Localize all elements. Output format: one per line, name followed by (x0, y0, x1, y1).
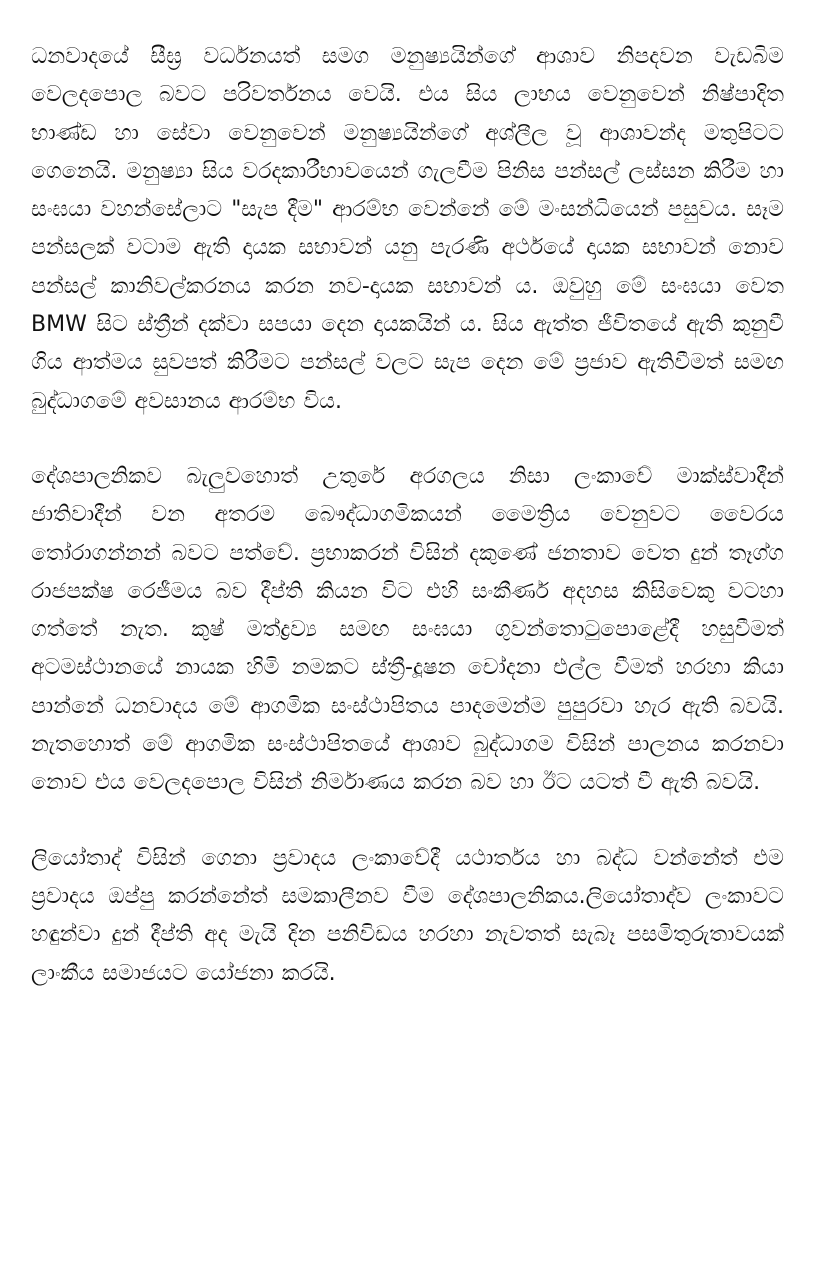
paragraph-1: ධනවාදයේ සීඝ්‍ර වර්ධනයත් සමග මනුෂ්‍යයින්ගේ ආශාව නිපදවන වැඩබිම වෙලදපොල බවට පරිවර්තනය වෙයි. එය සිය ලාභය වෙනුවෙන් නිෂ්පාදිත භාණ්ඩ හා සේවා වෙනුවෙන් මනුෂ්‍යයින්ගේ අශ්ලීල වූ ආශාවන්ද මතුපිටට ගෙනෙයි. මනුෂ්‍යා සිය වරදකාරීභාවයෙන් ගැලවීම පිනිස පන්සල් ලස්සන කිරීම හා සංඝයා වහන්සේලාට "සැප දීම" ආරම්භ වෙන්නේ මේ මංසන්ධියෙන් පසුවය. සෑම පන්සලක් වටාම ඇති දායක සභාවන් යනු පැරණි අර්ථයේ දායක සභාවන් නොව පන්සල් කානිවල්කරනය කරන නව-දායක සභාවන් ය. ඔවුහු මේ සංඝයා වෙත BMW සිට ස්ත්‍රීන් දක්වා සපයා දෙන දායකයින් ය. සිය ඇත්ත ජීවිතයේ ඇති කුනුවී ගිය ආත්මය සුවපත් කිරීමට පන්සල් වලට සැප දෙන මේ ප්‍රජාව ඇතිවීමත් සමඟ බුද්ධාගමේ අවසානය ආරම්භ විය. (31, 44, 784, 414)
paragraph-3: ලියෝතාද් විසින් ගෙනා ප්‍රවාදය ලංකාවේදී යථාර්තය හා බද්ධ වන්නේත් එම ප්‍රවාදය ඔප්පු කරන්නේත් සමකාලීනව වීම දේශපාලනිකය.ලියෝතාද්ව ලංකාවට හඳුන්වා දුන් දීප්ති අද මැයි දින පනිවිඩය හරහා නැවතත් සැබෑ පසමිතුරුතාවයක් ලාංකීය සමාජයට යෝජනා කරයි. (31, 845, 784, 986)
paragraph-2: දේශපාලනිකව බැලුවහොත් උතුරේ අරගලය නිසා ලංකාවේ මාක්ස්වාදීන් ජාතිවාදීන් වන අතරම බෞද්ධාගමිකයන් මෛත්‍රිය වෙනුවට වෛරය තෝරාගන්නන් බවට පත්වේ. ප්‍රභාකරන් විසින් දකුණේ ජනතාව වෙත දුන් තෑග්ග රාජපක්ෂ රෙජීමය බව දීප්ති කියන විට එහි සංකීර්ණ අදහස කිසිවෙකු වටහා ගත්තේ නැත. කුෂ් මත්ද්‍රව්‍ය සමඟ සංඝයා ගුවන්තොටුපොළේදී හසුවීමත් අටමස්ථානයේ නායක හිමි නමකට ස්ත්‍රී-දූෂන චෝදනා එල්ල වීමත් හරහා කියා පාන්නේ ධනවාදය මේ ආගමික සංස්ථාපිතය පාදමෙන්ම පුපුරවා හැර ඇති බවයි. නැතහොත් මේ ආගමික සංස්ථාපිතයේ ආශාව බුද්ධාගම විසින් පාලනය කරනවා නොව එය වෙලදපොල විසින් නිර්මාණය කරන බව හා ඊට යටත් වී ඇති බවයි. (31, 463, 784, 796)
